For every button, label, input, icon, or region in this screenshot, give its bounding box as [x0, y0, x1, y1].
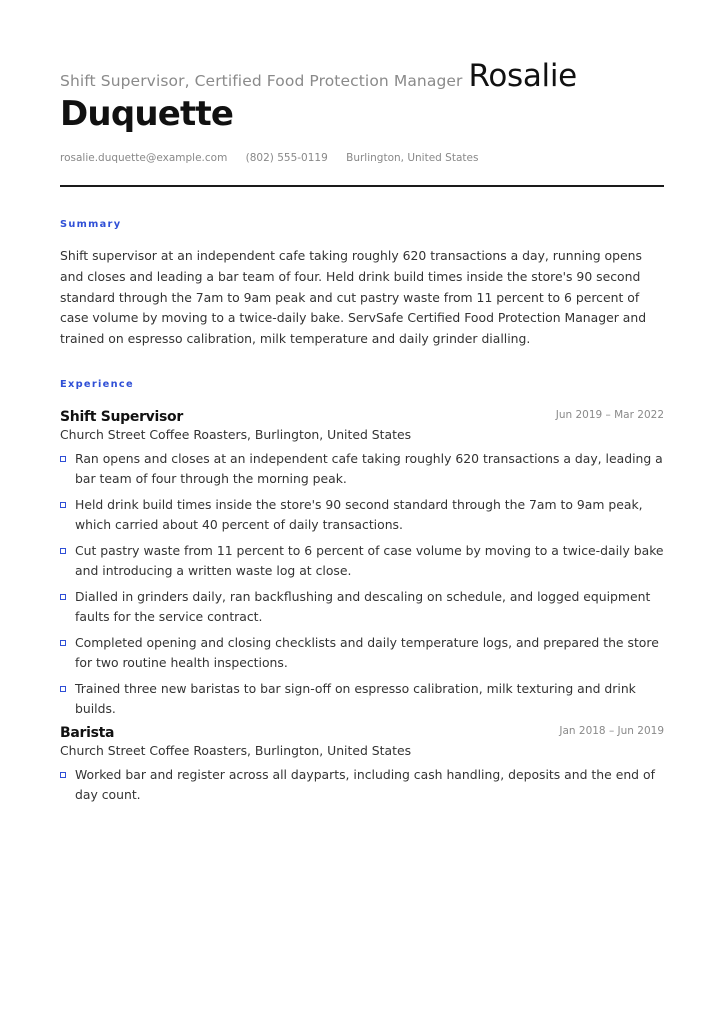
first-name: Rosalie [468, 58, 577, 94]
job-bullets [60, 765, 664, 805]
summary-text: Shift supervisor at an independent cafe taking roughly 620 transactions a day, running opens and closes and leading a bar team of four. Held drink build times inside the store's 90 second standard through the 7am to 9am peak and cut pastry waste from 11 percent to 6 percent of case volume by moving to a twice-daily bake. ServSafe Certified Food Protection Manager and trained on espresso calibration, milk temperature and daily grinder dialling. [60, 248, 647, 347]
bullet-square-icon [60, 594, 66, 600]
job-title: Shift Supervisor, Certified Food Protection Manager [60, 72, 463, 90]
job-dates: Jan 2018 – Jun 2019 [559, 725, 664, 737]
bullet-item: Worked bar and register across all dayparts, including cash handling, deposits and the end of day count. [60, 765, 664, 805]
bullet-square-icon [60, 772, 66, 778]
bullet-item: Cut pastry waste from 11 percent to 6 percent of case volume by moving to a twice-daily bake and introducing a written waste log at close. [60, 541, 664, 581]
job-entry [60, 406, 664, 719]
experience-heading: Experience [60, 379, 134, 390]
bullet-item: Held drink build times inside the store's 90 second standard through the 7am to 9am peak, which carried about 40 percent of daily transactions. [60, 495, 664, 535]
job-bullets [60, 449, 664, 719]
contact-location: Burlington, United States [346, 152, 479, 164]
bullet-square-icon [60, 640, 66, 646]
bullet-item: Dialled in grinders daily, ran backflushing and descaling on schedule, and logged equipment faults for the service contract. [60, 587, 664, 627]
bullet-item: Trained three new baristas to bar sign-off on espresso calibration, milk texturing and drink builds. [60, 679, 664, 719]
job-role: Shift Supervisor [60, 409, 183, 425]
job-employer: Church Street Coffee Roasters, Burlington, United States [60, 743, 412, 758]
bullet-square-icon [60, 456, 66, 462]
contact-line [60, 152, 493, 164]
bullet-square-icon [60, 548, 66, 554]
job-dates: Jun 2019 – Mar 2022 [555, 409, 664, 421]
bullet-item: Ran opens and closes at an independent cafe taking roughly 620 transactions a day, leading a bar team of four through the morning peak. [60, 449, 664, 489]
summary-heading: Summary [60, 219, 122, 230]
last-name: Duquette [60, 94, 234, 134]
bullet-square-icon [60, 502, 66, 508]
header-divider [60, 185, 664, 187]
bullet-square-icon [60, 686, 66, 692]
job-entry [60, 722, 664, 805]
job-role: Barista [60, 725, 115, 741]
bullet-item: Completed opening and closing checklists and daily temperature logs, and prepared the store for two routine health inspections. [60, 633, 664, 673]
job-employer: Church Street Coffee Roasters, Burlington, United States [60, 427, 412, 442]
header-title-line [60, 58, 664, 94]
contact-email[interactable]: rosalie.duquette@example.com [60, 152, 228, 164]
contact-phone[interactable]: (802) 555-0119 [245, 152, 328, 164]
